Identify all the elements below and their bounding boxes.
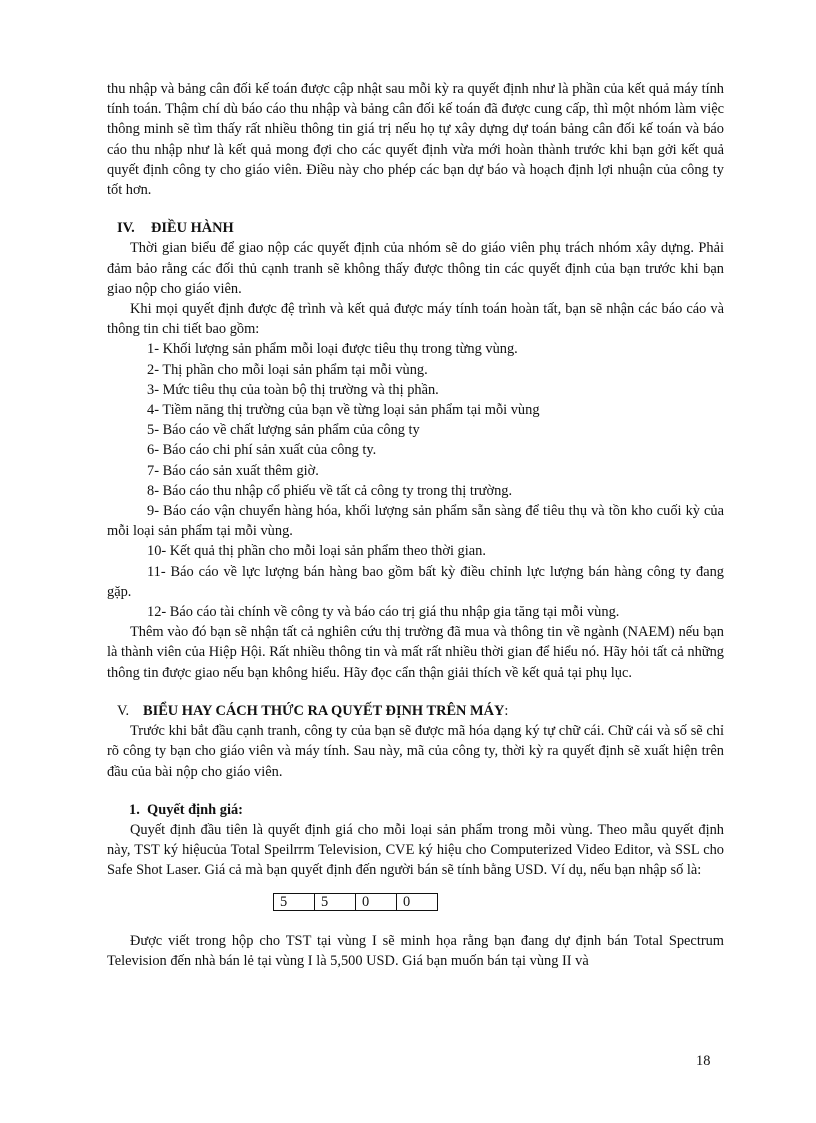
page-number: 18 xyxy=(696,1053,711,1069)
document-page xyxy=(107,79,724,971)
section-5-number: V. xyxy=(117,702,130,719)
section-4-heading xyxy=(107,218,724,238)
section-4-number: IV. xyxy=(117,220,135,237)
list-item: 1- Khối lượng sản phẩm mỗi loại được tiêu thụ trong từng vùng. xyxy=(147,341,518,358)
section-5-paragraph-1: Trước khi bắt đầu cạnh tranh, công ty của bạn sẽ được mã hóa dạng ký tự chữ cái. Chữ cái và số sẽ chỉ rõ công ty bạn cho giáo viên và máy tính. Sau này, mã của công ty, thời kỳ ra quyết định sẽ xuất hiện trên đầu của bài nộp cho giáo viên. xyxy=(107,723,724,780)
list-item: 12- Báo cáo tài chính về công ty và báo cáo trị giá thu nhập gia tăng tại mỗi vùng. xyxy=(147,604,620,621)
list-item: 7- Báo cáo sản xuất thêm giờ. xyxy=(147,462,319,479)
price-digit-box: 0 xyxy=(397,893,438,910)
list-item: 5- Báo cáo về chất lượng sản phẩm của công ty xyxy=(147,422,420,439)
section-5-title: BIỂU HAY CÁCH THỨC RA QUYẾT ĐỊNH TRÊN MÁY xyxy=(143,702,505,719)
list-item: 6- Báo cáo chi phí sản xuất của công ty. xyxy=(147,442,377,459)
subsection-1-paragraph-2: Được viết trong hộp cho TST tại vùng I sẽ minh họa rằng bạn đang dự định bán Total Spectrum Television đến nhà bán lẻ tại vùng I là 5,500 USD. Giá bạn muốn bán tại vùng II và xyxy=(107,932,724,969)
list-item: 9- Báo cáo vận chuyển hàng hóa, khối lượng sản phẩm sẵn sàng để tiêu thụ và tồn kho cuối kỳ của mỗi loại sản phẩm tại mỗi vùng. xyxy=(107,503,724,540)
price-digit-boxes xyxy=(273,893,438,911)
section-4-paragraph-3: Thêm vào đó bạn sẽ nhận tất cả nghiên cứu thị trường đã mua và thông tin về ngành (NAEM) nếu bạn là thành viên của Hiệp Hội. Rất nhiều thông tin và mất rất nhiều thời gian để hiểu nó. Hãy hỏi tất cả những thông tin được giao nếu bạn không hiểu. Hãy đọc cẩn thận giải thích về kết quả tại phụ lục. xyxy=(107,624,724,681)
list-item: 2- Thị phần cho mỗi loại sản phẩm tại mỗi vùng. xyxy=(147,361,428,378)
intro-paragraph: thu nhập và bảng cân đối kế toán được cập nhật sau mỗi kỳ ra quyết định như là phần của kết quả máy tính tính toán. Thậm chí dù báo cáo thu nhập và bảng cân đối kế toán đã được cung cấp, thì một nhóm làm việc thông minh sẽ tìm thấy rất nhiều thông tin giá trị nếu họ tự xây dựng dự toán bảng cân đối kế toán và báo cáo thu nhập như là kết quả mong đợi cho các quyết định vừa mới hoàn thành trước khi bạn gởi kết quả quyết định công ty cho giáo viên. Điều này cho phép các bạn dự báo và hoạch định lợi nhuận của công ty tốt hơn. xyxy=(107,81,724,199)
section-4-paragraph-2: Khi mọi quyết định được đệ trình và kết quả được máy tính toán hoàn tất, bạn sẽ nhận các báo cáo và thông tin chi tiết bao gồm: xyxy=(107,301,724,338)
list-item: 10- Kết quả thị phần cho mỗi loại sản phẩm theo thời gian. xyxy=(147,543,486,560)
subsection-1-title: Quyết định giá: xyxy=(147,801,243,818)
list-item: 3- Mức tiêu thụ của toàn bộ thị trường và thị phần. xyxy=(147,381,439,398)
section-5-title-suffix: : xyxy=(504,702,509,719)
subsection-1-heading xyxy=(107,800,724,820)
price-digit-box: 5 xyxy=(315,893,356,910)
list-item: 4- Tiềm năng thị trường của bạn về từng loại sản phẩm tại mỗi vùng xyxy=(147,402,540,419)
list-item: 11- Báo cáo về lực lượng bán hàng bao gồm bất kỳ điều chỉnh lực lượng bán hàng công ty đang gặp. xyxy=(107,563,724,600)
section-4-paragraph-1: Thời gian biểu để giao nộp các quyết định của nhóm sẽ do giáo viên phụ trách nhóm xây dựng. Phải đảm bảo rằng các đối thủ cạnh tranh sẽ không thấy được thông tin các quyết định của bạn trước khi bạn giao nộp cho giáo viên. xyxy=(107,240,724,297)
list-item: 8- Báo cáo thu nhập cổ phiếu về tất cả công ty trong thị trường. xyxy=(147,482,513,499)
price-digit-box: 5 xyxy=(274,893,315,910)
report-list xyxy=(107,339,724,622)
subsection-1-paragraph-1: Quyết định đầu tiên là quyết định giá cho mỗi loại sản phẩm trong mỗi vùng. Theo mẫu quyết định này, TST ký hiệucủa Total Speilrrm Television, CVE ký hiệu cho Computerized Video Editor, và SSL cho Safe Shot Laser. Giá cả mà bạn quyết định đến người bán sẽ tính bằng USD. Ví dụ, nếu bạn nhập số là: xyxy=(107,821,724,879)
section-4-title: ĐIỀU HÀNH xyxy=(151,220,234,237)
price-entry-example xyxy=(107,893,724,911)
subsection-1-number: 1. xyxy=(129,801,140,818)
price-digit-box: 0 xyxy=(356,893,397,910)
section-5-heading xyxy=(107,701,724,721)
